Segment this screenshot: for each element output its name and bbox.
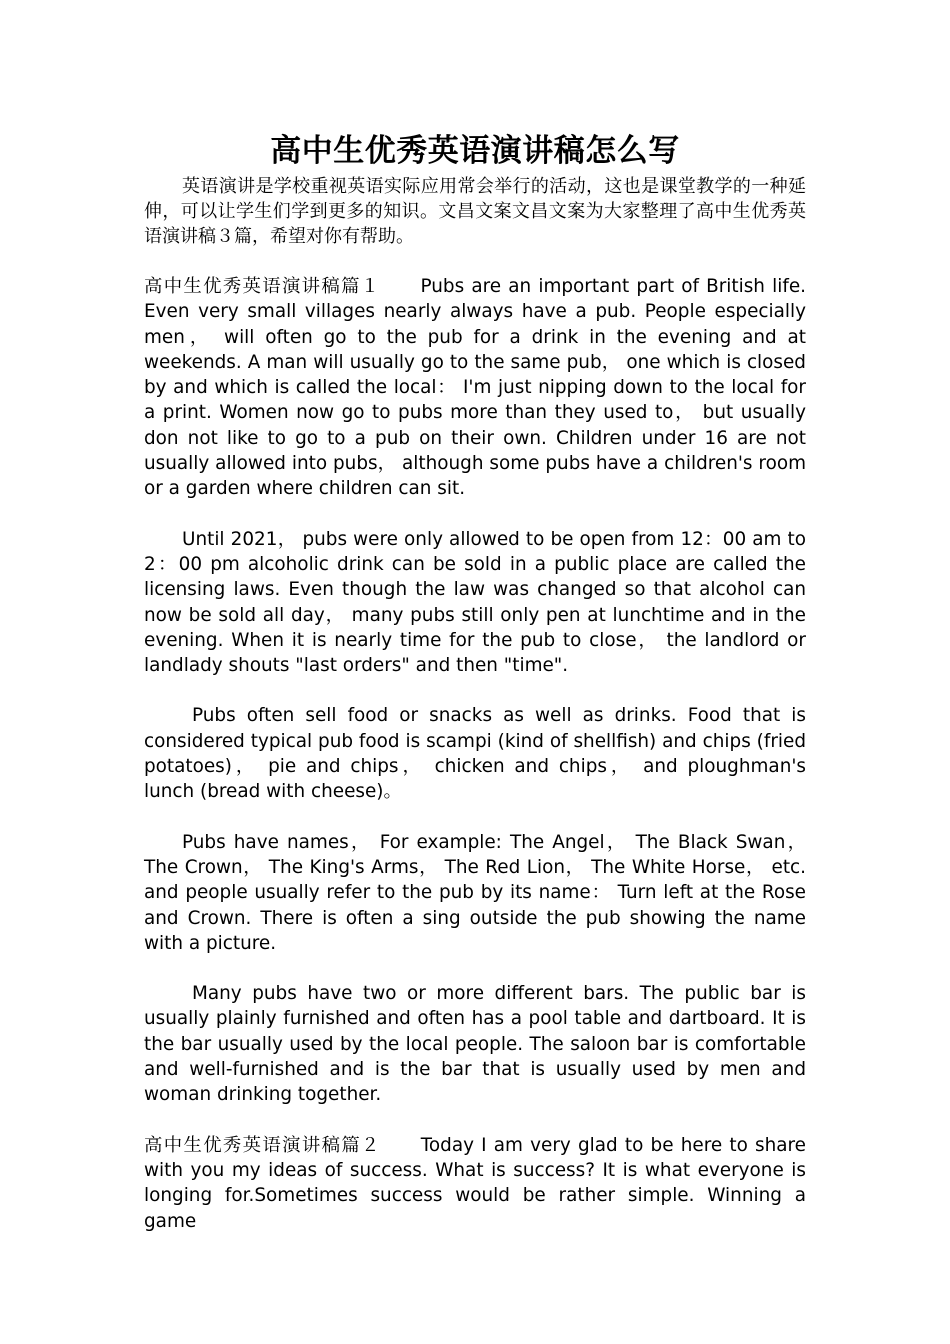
section-1-paragraph-1 <box>144 274 806 502</box>
section-2-paragraph-1 <box>144 1133 806 1234</box>
section-2-heading: 高中生优秀英语演讲稿篇２ <box>144 1134 381 1156</box>
section-1-paragraph-5: Many pubs have two or more different bars. The public bar is usually plainly furnished and often has a pool table and dartboard. It is the bar usually used by the local people. The saloon bar is comfortable and well-furnished and is the bar that is usually used by men and woman drinking together. <box>144 983 806 1106</box>
section-1-paragraph-4: Pubs have names， For example: The Angel， The Black Swan， The Crown， The King's Arms， The Red Lion， The White Horse， etc. and people usually refer to the pub by its name： Turn left at the Rose and Crown. There is often a sing outside the pub showing the name with a picture. <box>144 831 806 954</box>
section-1-lead-text: Pubs are an important part of British life. Even very small villages nearly always have a pub. People especially men， will often go to the pub for a drink in the evening and at weekends. A man will usually go to the same pub， one which is closed by and which is called the local： I'm just nipping down to the local for a print. Women now go to pubs more than they used to， but usually don not like to go to a pub on their own. Children under 16 are not usually allowed into pubs， although some pubs have a children's room or a garden where children can sit. <box>144 276 806 500</box>
section-1-paragraph-2: Until 2021， pubs were only allowed to be open from 12：00 am to 2：00 pm alcoholic drink can be sold in a public place are called the licensing laws. Even though the law was changed so that alcohol can now be sold all day， many pubs still only pen at lunchtime and in the evening. When it is nearly time for the pub to close， the landlord or landlady shouts "last orders" and then "time". <box>144 528 806 677</box>
intro-paragraph: 英语演讲是学校重视英语实际应用常会举行的活动，这也是课堂教学的一种延伸，可以让学生们学到更多的知识。文昌文案文昌文案为大家整理了高中生优秀英语演讲稿３篇，希望对你有帮助。 <box>144 176 806 247</box>
section-2-lead-text: Today I am very glad to be here to share with you my ideas of success. What is success? It is what everyone is longing for.Sometimes success would be rather simple. Winning a game <box>144 1134 806 1232</box>
section-1-heading: 高中生优秀英语演讲稿篇１ <box>144 276 381 297</box>
document-page <box>144 128 806 1234</box>
document-title: 高中生优秀英语演讲稿怎么写 <box>270 133 680 169</box>
section-1-paragraph-3: Pubs often sell food or snacks as well as drinks. Food that is considered typical pub food is scampi (kind of shellfish) and chips (fried potatoes)， pie and chips， chicken and chips， and ploughman's lunch (bread with cheese)。 <box>144 705 806 803</box>
